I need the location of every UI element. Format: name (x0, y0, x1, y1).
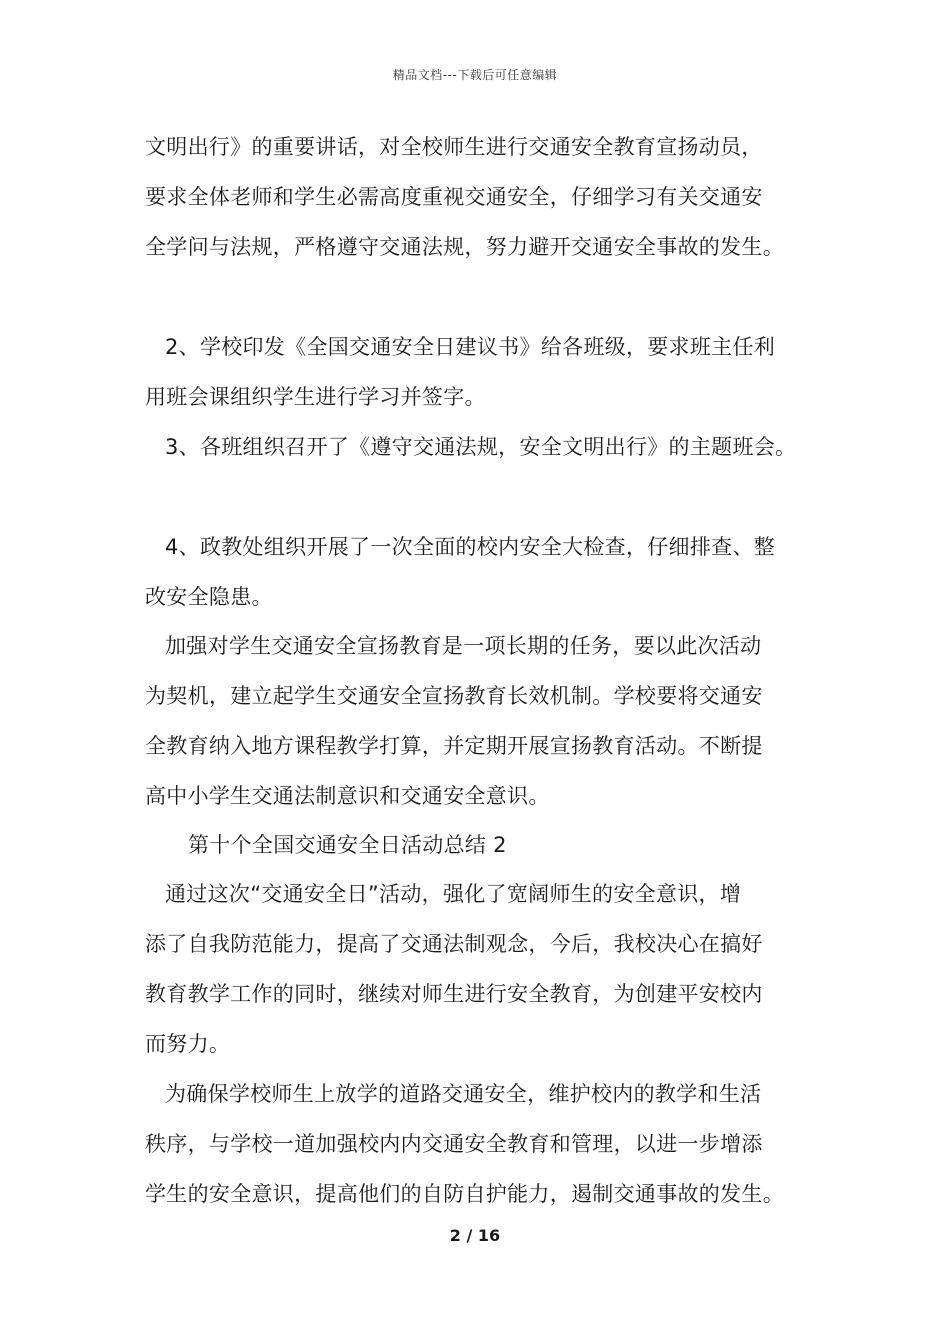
body-line: 秩序，与学校一道加强校内内交通安全教育和管理，以进一步增添 (145, 1132, 763, 1156)
body-line: 要求全体老师和学生必需高度重视交通安全，仔细学习有关交通安 (145, 185, 763, 209)
body-line: 加强对学生交通安全宣扬教育是一项长期的任务，要以此次活动 (165, 634, 762, 658)
body-line: 而努力。 (145, 1032, 231, 1056)
body-line: 文明出行》的重要讲话，对全校师生进行交通安全教育宣扬动员， (145, 135, 763, 159)
page-header: 精品文档---下载后可任意编辑 (392, 68, 558, 82)
body-line: 全学问与法规，严格遵守交通法规，努力避开交通安全事故的发生。 (145, 235, 784, 259)
page-number: 2 / 16 (449, 1226, 501, 1245)
body-line: 3、各班组织召开了《遵守交通法规，安全文明出行》的主题班会。 (165, 435, 797, 459)
body-line: 通过这次“交通安全日”活动，强化了宽阔师生的安全意识，增 (165, 882, 742, 906)
body-line: 全教育纳入地方课程教学打算，并定期开展宣扬教育活动。不断提 (145, 734, 763, 758)
body-line: 高中小学生交通法制意识和交通安全意识。 (145, 784, 550, 808)
body-line: 4、政教处组织开展了一次全面的校内安全大检查，仔细排查、整 (165, 535, 776, 559)
body-line: 用班会课组织学生进行学习并签字。 (145, 385, 486, 409)
body-line: 为确保学校师生上放学的道路交通安全，维护校内的教学和生活 (165, 1082, 762, 1106)
body-line: 学生的安全意识，提高他们的自防自护能力，遏制交通事故的发生。 (145, 1182, 784, 1206)
body-line: 添了自我防范能力，提高了交通法制观念，今后，我校决心在搞好 (145, 932, 763, 956)
body-line: 为契机，建立起学生交通安全宣扬教育长效机制。学校要将交通安 (145, 684, 763, 708)
body-line: 2、学校印发《全国交通安全日建议书》给各班级，要求班主任利 (165, 335, 776, 359)
body-line: 教育教学工作的同时，继续对师生进行安全教育，为创建平安校内 (145, 982, 763, 1006)
body-line: 改安全隐患。 (145, 585, 273, 609)
section-heading: 第十个全国交通安全日活动总结 2 (188, 833, 507, 857)
